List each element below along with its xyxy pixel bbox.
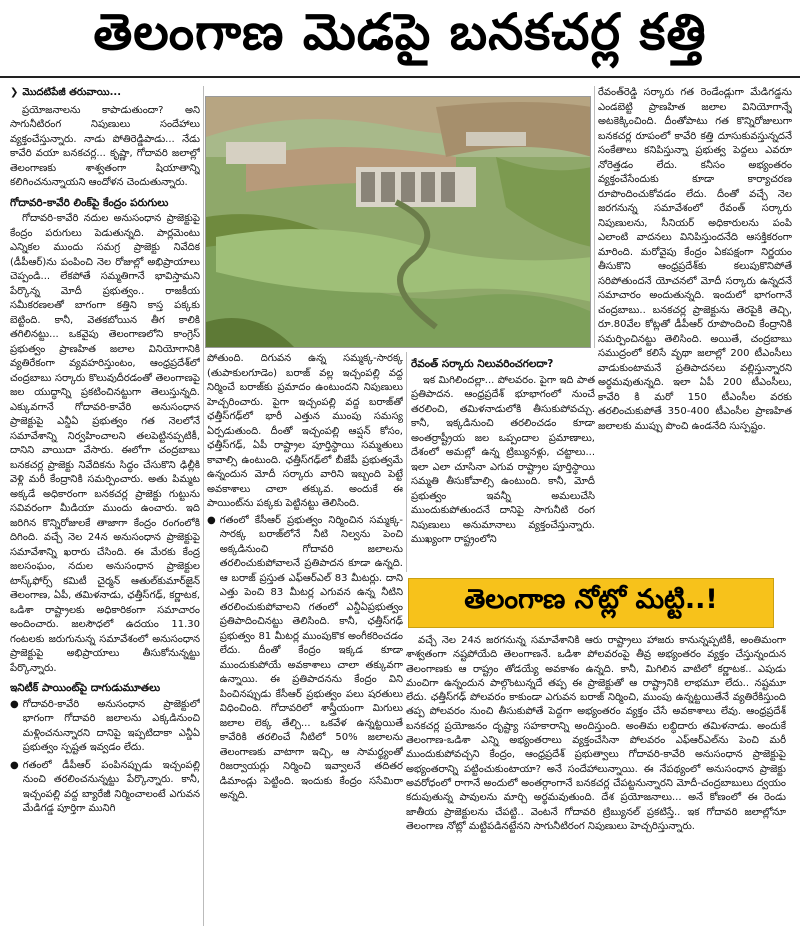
bullet-item xyxy=(10,698,200,756)
col1-paragraph-2: గోదావరి-కావేరి నదుల అనుసంధాన ప్రాజెక్టుపై కేంద్రం పరుగులు పెడుతున్నది. పార్లమెంటు ఎన్నికల ముందు సమగ్ర ప్రాజెక్టు నివేదిక (డీపీఆర్)ను పంపించి నెల రోజుల్లో అభిప్రాయాలు చెప్పండి... లేకపోతే సమ్మతిగానే భావిస్తామని పేర్కొన్న మోదీ ప్రభుత్వం.. రాజకీయ సమీకరణలతో బాగంగా కత్తిని కాస్త పక్కకు బెట్టింది. కానీ, వెతకబోయిన తీగ కాలికి తగిలినట్టు... ఒకవైపు తెలంగాణలోని కాంగ్రెస్ ప్రభుత్వం ప్రాణహిత జలాల వినియోగానికి వ్యతిరేకంగా వ్యవహరిస్తుంటం, ఆంధ్రప్రదేశ్‌లో చంద్రబాబు సర్కారు కొలువుదీరడంతో తెలంగాణపై జల యుద్ధాన్ని ప్రకటించినట్టుగా తెలుస్తున్నది. ఎక్కువగానే గోదావరి-కావేరి అనుసంధాన ప్రాజెక్టుపై ఎన్డీఏ ప్రభుత్వం గత నెలలోనే సమావేశాన్ని నిర్వహించాలని తలపెట్టినప్పటికీ, దానిని వాయిదా వేసారు. ఈలోగా చంద్రబాబు బనకచర్ల ప్రాజెక్టు నివేదికను సిద్ధం చేసుకొని ఢిల్లీకి వెళ్లి మరీ కేంద్రానికి సమర్పించారు. అతు పిమ్మట అక్కడే అధికారంగా బనకచర్ల ప్రాజెక్టు గుట్టును సవివరంగా మీడియా ముందు ఉంచారు. ఇది జరిగిన కొన్నిరోజులకే తాజాగా కేంద్రం రంగంలోకి దిగింది. వచ్చే నెల 24న అనుసంధాన ప్రాజెక్టుపై సమావేశాన్ని ఖరారు చేసింది. ఈ మేరకు కేంద్ర జలసంఘం, నదుల అనుసంధాన ప్రాజెక్టుల టాస్క్‌ఫోర్స్ కమిటీ చైర్మన్ ఆతుల్‌కుమార్‌జైన్ తెలంగాణ, ఏపీ, తమిళనాడు, ఛత్తీస్‌గఢ్, కర్ణాటక, ఒడిశా రాష్ట్రాలకు అధికారికంగా సమాచారం అందించారు. జలసౌధలో ఉదయం 11.30 గంటలకు జరుగునున్న సమావేశంలో అనుసంధాన ప్రాజెక్టుపై అభిప్రాయాలు తీసుకోనున్నట్టు పేర్కొన్నారు. xyxy=(10,213,200,674)
subheading-1: గోదావరి-కావేరి లింక్‌పై కేంద్రం పరుగులు xyxy=(10,196,169,209)
dam-photo xyxy=(205,96,591,348)
bullet-icon: ● xyxy=(10,698,19,710)
column-3 xyxy=(411,352,595,572)
bullet-item xyxy=(207,514,403,804)
column-1 xyxy=(10,86,200,928)
kicker xyxy=(10,86,200,101)
box-paragraph-1: వచ్చే నెల 24న జరగనున్న సమావేశానికి ఆరు రాష్ట్రాలు హాజరు కానున్నప్పటికీ, అంతిమంగా శాశ్వతంగా నష్టపోయేది తెలంగాణనే. ఒడిశా పోలవరంపై తీవ్ర అభ్యంతరం వ్యక్తం చేస్తున్నందున తెలంగాణకు ఆ రాష్ట్రం తోడయ్యే అవకాశం ఉన్నది. కానీ, మిగిలిన వాటిలో కర్ణాటక.. ఎపుడు మంచిగా ఉన్నందున పాల్గొంటున్నదే తప్ప ఈ ప్రాజెక్టుతో ఆ రాష్ట్రానికి లాభమూ లేదు.. నష్టమూ లేదు. ఛత్తీస్‌గఢ్ పోలవరం కాకుండా ఎగువన బరాజ్ నిర్మించి, ముంపు ఉన్నట్టయితేనే వ్యతిరేకిస్తుంది తప్ప పోలవరం నుంచి తీసుకుపోతే పెద్దగా అభ్యంతరం వ్యక్తం చేసే అవకాశాలు లేవు. ఆంధ్రప్రదేశ్ బనకచర్ల ప్రయోజనం దృష్ట్యా సహకారాన్ని అందిస్తుంది. అంతిమ లబ్ధిదారు తమిళనాడు. అందుకే తెలంగాణ-ఒడిశా ఎన్ని అభ్యంతరాలు వ్యక్తంచేసినా పోలవరం ఎఫ్‌ఆర్‌ఎల్‌ను పెంచి మరీ ముందుకుపోవచ్చని కేంద్రం, ఆంధ్రప్రదేశ్ ప్రభుత్వాలు గోదావరి-కావేరి అనుసంధాన ప్రాజెక్టుపై అభ్యంతరాన్ని పట్టించుకుంటాయా? అనే సందేహాలున్నాయి. ఈ నేపథ్యంలో అనుసంధాన ప్రాజెక్టు అవరోధంలో రాగానే అందులో అంతర్గాంగానే బనకచర్ల చేపట్టనున్నారని మోదీ-చంద్రబాబులు ద్వయం కదుపుతున్న పావులను మార్చి అర్థమవుతుంది. దేశ ప్రయోజనాలు... అనే కోణంలో ఈ రెండు జాతీయ ప్రాజెక్టులను చేపట్టి.. వెంటనే గోదావరి ట్రిబ్యునల్ ప్రకటిస్తే.. ఇక గోదావరి జలాల్లోనూ తెలంగాణ నోట్లో మట్టిపడినట్టేనని సాగునీటిరంగ నిపుణులు హెచ్చరిస్తున్నారు. xyxy=(406,635,786,832)
bullet-item xyxy=(10,759,200,817)
kicker-text: మొదటిపేజీ తరువాయి... xyxy=(22,87,122,98)
col1-paragraph-1: ప్రయోజనాలను కాపాడుతుందా? అని సాగునీటిరంగ నిపుణులు సందేహాలు వ్యక్తంచేస్తున్నారు. నాడు పోతిరెడ్డిపాడు... నేడు కావేరి వయా బనకచర్ల... కృష్ణా, గోదావరి జలాల్లో తెలంగాణకు శాశ్వతంగా షియాతాన్ని కలిగించనున్నాయని ఆందోళన చెందుతున్నారు. xyxy=(10,104,200,188)
column-divider xyxy=(203,86,204,926)
col3-paragraph-1: ఇక మిగిలిందల్లా... పోలవరం. పైగా ఇది పాత ప్రతిపాదన. ఆంధ్రప్రదేశ్ భూభాగంలో నుంచే తరలించి, తమిళనాడులోకి తీసుకుపోవచ్చు. కానీ, ఇక్కడినుంచి తరలించడం కూడా అంతర్రాష్ట్రీయ జల ఒప్పందాల ప్రమాణాలు, దేశంలో అమల్లో ఉన్న ట్రిబ్యునళ్లు, చట్టాలు... ఇలా ఎలా చూసినా ఎగువ రాష్ట్రాల పూర్తిస్థాయి సమ్మతి తీసుకోవాల్సి ఉంటుంది. కానీ, మోదీ ప్రభుత్వం ఇవన్నీ అమలుచేసి ముందుకుపోతుందనే దానిపై సాగునీటి రంగ నిపుణులు అనుమానాలు వ్యక్తంచేస్తున్నారు. ముఖ్యంగా రాష్ట్రంలోని xyxy=(411,374,595,545)
col2-paragraph-1: పోతుంది. దిగువన ఉన్న సమ్మక్క-సారక్క (తుపాకులగూడెం) బరాజ్ వల్ల ఇచ్చంపల్లి వద్ద నిర్మించే బరాజ్‌కు ప్రమాదం ఉంటుందని నిపుణులు హెచ్చరించారు. పైగా ఇచ్చంపల్లి వద్ద బరాజ్‌తో ఛత్తీస్‌గఢ్‌లో భారీ ఎత్తున ముంపు సమస్య ఏర్పడుతుంది. దీంతో ఇచ్చంపల్లి ఆప్షన్ కోసం, ఛత్తీస్‌గఢ్, ఏపీ రాష్ట్రాల పూర్తిస్థాయి సమ్మతులు కావాల్సి ఉంటుంది. ఛత్తీస్‌గఢ్‌లో బీజేపీ ప్రభుత్వమే ఉన్నందున మోదీ సర్కారు వారిని ఇబ్బంది పెట్టే అవకాశాలు చాలా తక్కువ. అందుకే ఈ పాయింట్‌ను పక్కకు పెట్టినట్టు తెలిసింది. xyxy=(207,353,403,509)
page-headline: తెలంగాణ మెడపై బనకచర్ల కత్తి xyxy=(0,0,800,78)
chevron-right-icon: ❯ xyxy=(10,87,19,98)
bullet-icon: ● xyxy=(10,759,19,771)
bullet-icon: ● xyxy=(207,514,216,526)
dam-photo-icon xyxy=(206,97,591,348)
column-divider xyxy=(406,352,407,572)
subheading-3: రేవంత్ సర్కారు నిలువరించగలదా? xyxy=(411,358,554,370)
column-4 xyxy=(598,86,792,572)
bullet-text: గతంలో కేసీఆర్ ప్రభుత్వం నిర్మించిన సమ్మక్క-సారక్క బరాజ్‌లోనే నీటి నిల్వను పెంచి అక్కడినుంచి గోదావరి జలాలను తరలించుకుపోవాలనే ప్రతిపాదన కూడా ఉన్నది. ఆ బరాజ్ ప్రస్తుత ఎఫ్‌ఆర్‌ఎల్ 83 మీటర్లు. దాని ఎత్తు పెంచి 83 మీటర్ల ఎగువన ఉన్న నీటిని తరలించుకుపోవాలని గతంలో ఎన్డీఏప్రభుత్వం ప్రతిపాదించినట్టు తెలిసింది. కానీ, ఛత్తీస్‌గఢ్ ప్రభుత్వం 81 మీటర్ల ముంపుకొక అంగీకరించడం లేదు. దీంతో కేంద్రం ఇక్కడ కూడా ముందుకుపోయే అవకాశాలు చాలా తక్కువగా ఉన్నాయి. ఈ ప్రతిపాదనను కేంద్రం విని పించినప్పుడు కేసీఆర్ ప్రభుత్వం పలు షరతులు విధించింది. గోదావరిలో శాస్త్రీయంగా మిగులు జలాల లెక్క తేల్చి... ఒకవేళ ఉన్నట్టయితే కావేరికి తరలించే నీటిలో 50% జలాలను తెలంగాణకు వాటాగా ఇచ్చి, ఆ సామర్థ్యంతో రిజర్వాయర్లు నిర్మించి ఇవ్వాలనే తదితర డిమాండ్లు పెట్టింది. ఇందుకు కేంద్రం ససేమిరా అన్నది. xyxy=(219,514,403,801)
bullet-text: గోదావరి-కావేరి అనుసంధాన ప్రాజెక్టులో భాగంగా గోదావరి జలాలను ఎక్కడినుంచి మళ్లించనున్నారని దానిపై ఇప్పటిదాకా ఎన్డీఏ ప్రభుత్వం స్పష్టత ఇవ్వడం లేదు. xyxy=(22,698,200,753)
column-divider xyxy=(594,86,595,348)
bullet-text: గతంలో డీపీఆర్ పంపినప్పుడు ఇచ్చంపల్లి నుంచి తరలించనున్నట్టు పేర్కొన్నారు. కానీ, ఇచ్చంపల్లి వద్ద బ్యారేజీ నిర్మించాలంటే ఎగువన మేడిగడ్డ పూర్తిగా మునిగి xyxy=(22,759,200,814)
column-2 xyxy=(207,352,403,928)
subheading-2: ఇనిటీక్ పాయింట్‌పై దాగుడుమూతలు xyxy=(10,682,161,694)
col4-paragraph-1: రేవంత్‌రెడ్డి సర్కారు గత రెండేండ్లుగా మేడిగడ్డను ఎండబెట్టి ప్రాణహిత జలాల వినియోగాన్నే అటకెక్కించింది. దీంతోపాటు గత కొన్నిరోజులుగా బనకచర్ల రూపంలో కావేరి కత్తి దూసుకువస్తున్నదనే సంకేతాలు కనిపిస్తున్నా ప్రభుత్వ పెద్దలు ఎవరూ నోరెత్తడం లేదు. కనీసం అభ్యంతరం వ్యక్తంచేసేందుకు కూడా కార్యాచరణ రూపొందించుకోవడం లేదు. దీంతో వచ్చే నెల జరగనున్న సమావేశంలో రేవంత్ సర్కారు నిపుణులను, సీనియర్ అధికారులను పంపి ఎలాంటి వాదనలు వినిపిస్తుందనేది ఆసక్తికరంగా మారింది. మరోవైపు కేంద్రం ఏకపక్షంగా నిర్ణయం తీసుకొని ఆంధ్రప్రదేశ్‌కు కలుపుకొనిపోతే సరిపోతుందనే యోచనలో మోదీ సర్కారు ఉన్నదనే సమాచారం అందుతున్నది. ఇందులో భాగంగానే చంద్రబాబు.. బనకచర్ల ప్రాజెక్టును తెరపైకి తెచ్చి, రూ.80వేల కోట్లతో డీపీఆర్ రూపొందించి కేంద్రానికి సమర్పించినట్టు తెలిసింది. అయితే, చంద్రబాబు సముద్రంలో కలిసే వృథా జలాల్లో 200 టీఎంసీలు వాడుకుంటామనే ప్రతిపాదనలు వల్లిస్తున్నారని అర్థమవుతున్నది. ఇలా ఏపీ 200 టీఎంసీలు, కావేరి కి మరో 150 టీఎంసీల వరకు తరలించుకుపోతే 350-400 టీఎంసీల ప్రాణహిత జలాలకు ముప్పు పొంచి ఉండనేది సుస్పష్టం. xyxy=(598,87,792,432)
box-headline: తెలంగాణ నోట్లో మట్టి..! xyxy=(408,578,774,628)
box-body xyxy=(406,634,786,929)
